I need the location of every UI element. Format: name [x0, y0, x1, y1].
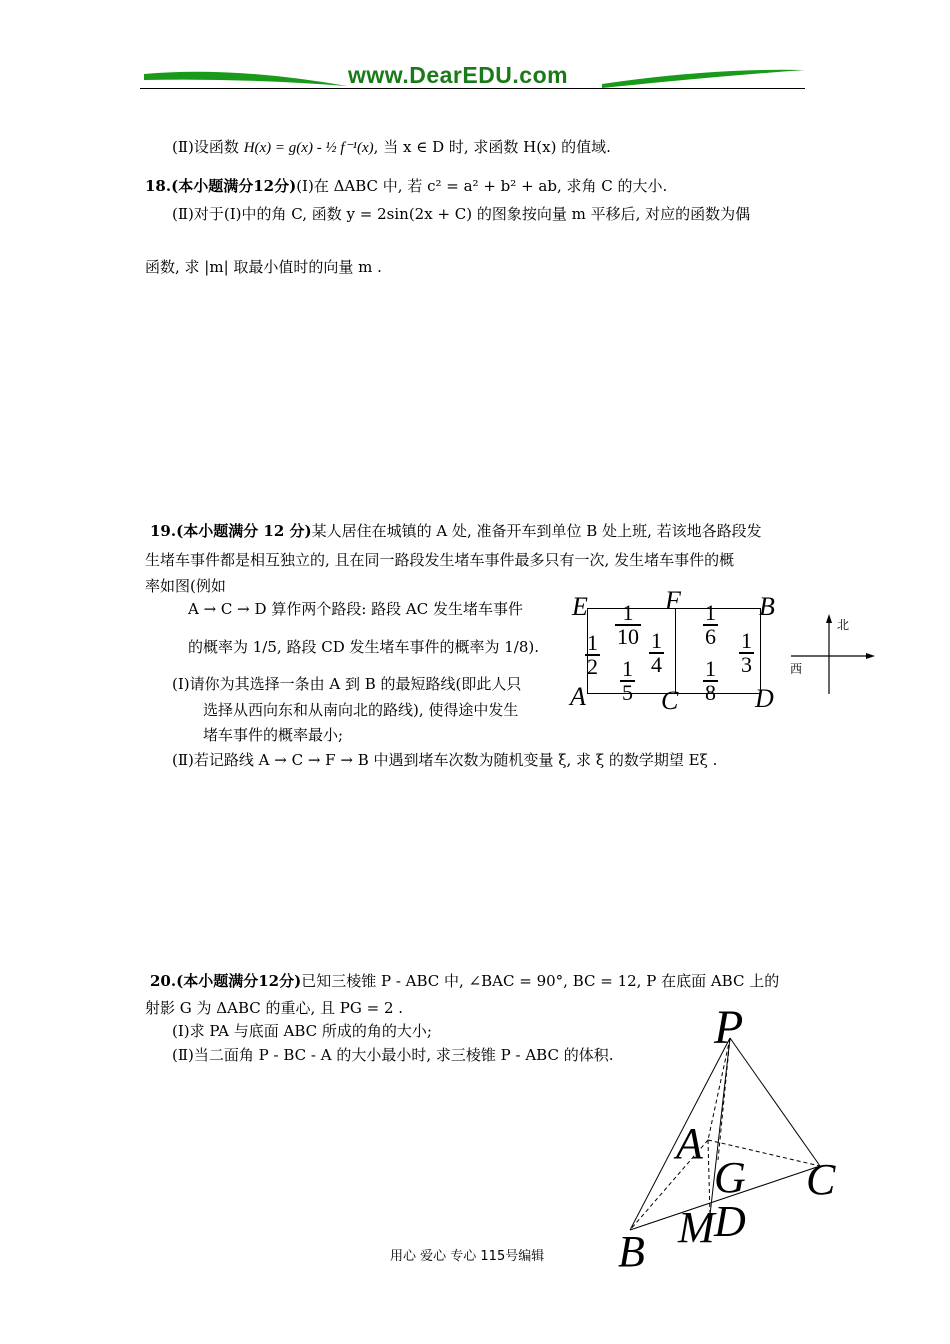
fraction-CF: $\frac{1}{4}$ [651, 628, 662, 677]
point-label-A: A [570, 682, 586, 711]
q20-part1: (Ⅰ)求 PA 与底面 ABC 所成的角的大小; [172, 1022, 432, 1040]
q19-line5: 的概率为 1/5, 路段 CD 发生堵车事件的概率为 1/8). [188, 638, 540, 656]
pyramid-figure [610, 1000, 880, 1275]
fraction-AE: $\frac{1}{2}$ [587, 630, 598, 679]
road-grid-figure [565, 588, 795, 718]
q20-line1-text: 已知三棱锥 P - ABC 中, ∠BAC = 90°, BC = 12, P 在底面 ABC 上的 [301, 972, 780, 990]
header-banner [140, 60, 810, 94]
q19-line2: 生堵车事件都是相互独立的, 且在同一路段发生堵车事件最多只有一次, 发生堵车事件的概 [145, 551, 735, 569]
header-swoosh-left [142, 64, 352, 94]
q17-formula: H(x) = g(x) - ½ f⁻¹(x) [243, 140, 374, 156]
q17-part2-prefix: (Ⅱ)设函数 [172, 138, 239, 156]
pyramid-label-M: M [678, 1203, 715, 1252]
grid-rectangle [587, 608, 761, 694]
q19-line1 [150, 520, 762, 542]
q18-score-tag: (本小题满分12分) [171, 177, 297, 195]
q20-part2: (Ⅱ)当二面角 P - BC - A 的大小最小时, 求三棱锥 P - ABC 的体积. [172, 1046, 614, 1064]
header-rule [140, 88, 805, 89]
q19-part2: (Ⅱ)若记路线 A → C → F → B 中遇到堵车次数为随机变量 ξ, 求 ξ 的数学期望 Eξ . [172, 751, 718, 769]
q20-score-tag: (本小题满分12分) [176, 972, 302, 990]
fraction-DB: $\frac{1}{3}$ [741, 628, 752, 677]
q18-number: 18. [145, 177, 172, 195]
q20-line2: 射影 G 为 ΔABC 的重心, 且 PG = 2 . [145, 999, 404, 1017]
q19-line1-text: 某人居住在城镇的 A 处, 准备开车到单位 B 处上班, 若该地各路段发 [311, 522, 762, 540]
pyramid-label-G: G [714, 1153, 746, 1202]
fraction-AC: $\frac{1}{5}$ [622, 656, 633, 705]
fraction-FB: $\frac{1}{6}$ [705, 600, 716, 649]
q18-part1: (Ⅰ)在 ΔABC 中, 若 c² = a² + b² + ab, 求角 C 的大小. [296, 177, 668, 195]
compass-west-label: 西 [790, 662, 803, 676]
q19-part1-b: 选择从西向东和从南向北的路线), 使得途中发生 [203, 701, 519, 719]
q19-line4: A → C → D 算作两个路段: 路段 AC 发生堵车事件 [188, 600, 523, 618]
point-label-C: C [661, 686, 679, 715]
fraction-EF: $\frac{1}{10}$ [617, 600, 639, 649]
q19-part1-c: 堵车事件的概率最小; [203, 726, 344, 744]
point-label-D: D [755, 684, 774, 713]
q17-part2 [172, 136, 611, 159]
q20-line1 [150, 970, 779, 992]
q18-part2-b: 函数, 求 |m| 取最小值时的向量 m . [145, 258, 382, 276]
pyramid-label-C: C [806, 1155, 836, 1204]
q18-line1 [145, 175, 667, 197]
point-label-F: F [665, 586, 681, 615]
grid-middle-line [675, 608, 676, 693]
point-label-B: B [759, 592, 775, 621]
q20-number: 20. [150, 972, 177, 990]
pyramid-label-B: B [618, 1227, 645, 1276]
fraction-CD: $\frac{1}{8}$ [705, 656, 716, 705]
q19-number: 19. [150, 522, 177, 540]
q19-score-tag: (本小题满分 12 分) [176, 522, 312, 540]
header-swoosh-right [600, 64, 810, 94]
q18-part2-a: (Ⅱ)对于(Ⅰ)中的角 C, 函数 y = 2sin(2x + C) 的图象按向量 m 平移后, 对应的函数为偶 [172, 205, 751, 223]
page-footer: 用心 爱心 专心 115号编辑 [390, 1249, 545, 1264]
site-logo-text: www.DearEDU.com [348, 62, 569, 88]
pyramid-label-P: P [714, 1001, 744, 1054]
point-label-E: E [572, 592, 588, 621]
q19-part1-a: (Ⅰ)请你为其选择一条由 A 到 B 的最短路线(即此人只 [172, 675, 522, 693]
compass-arrows [785, 612, 880, 697]
pyramid-label-D: D [714, 1197, 746, 1246]
pyramid-label-A: A [676, 1119, 703, 1168]
q19-line3: 率如图(例如 [145, 577, 226, 595]
q17-part2-suffix: , 当 x ∈ D 时, 求函数 H(x) 的值域. [373, 138, 611, 156]
compass [785, 612, 880, 697]
compass-north-label: 北 [837, 618, 850, 632]
